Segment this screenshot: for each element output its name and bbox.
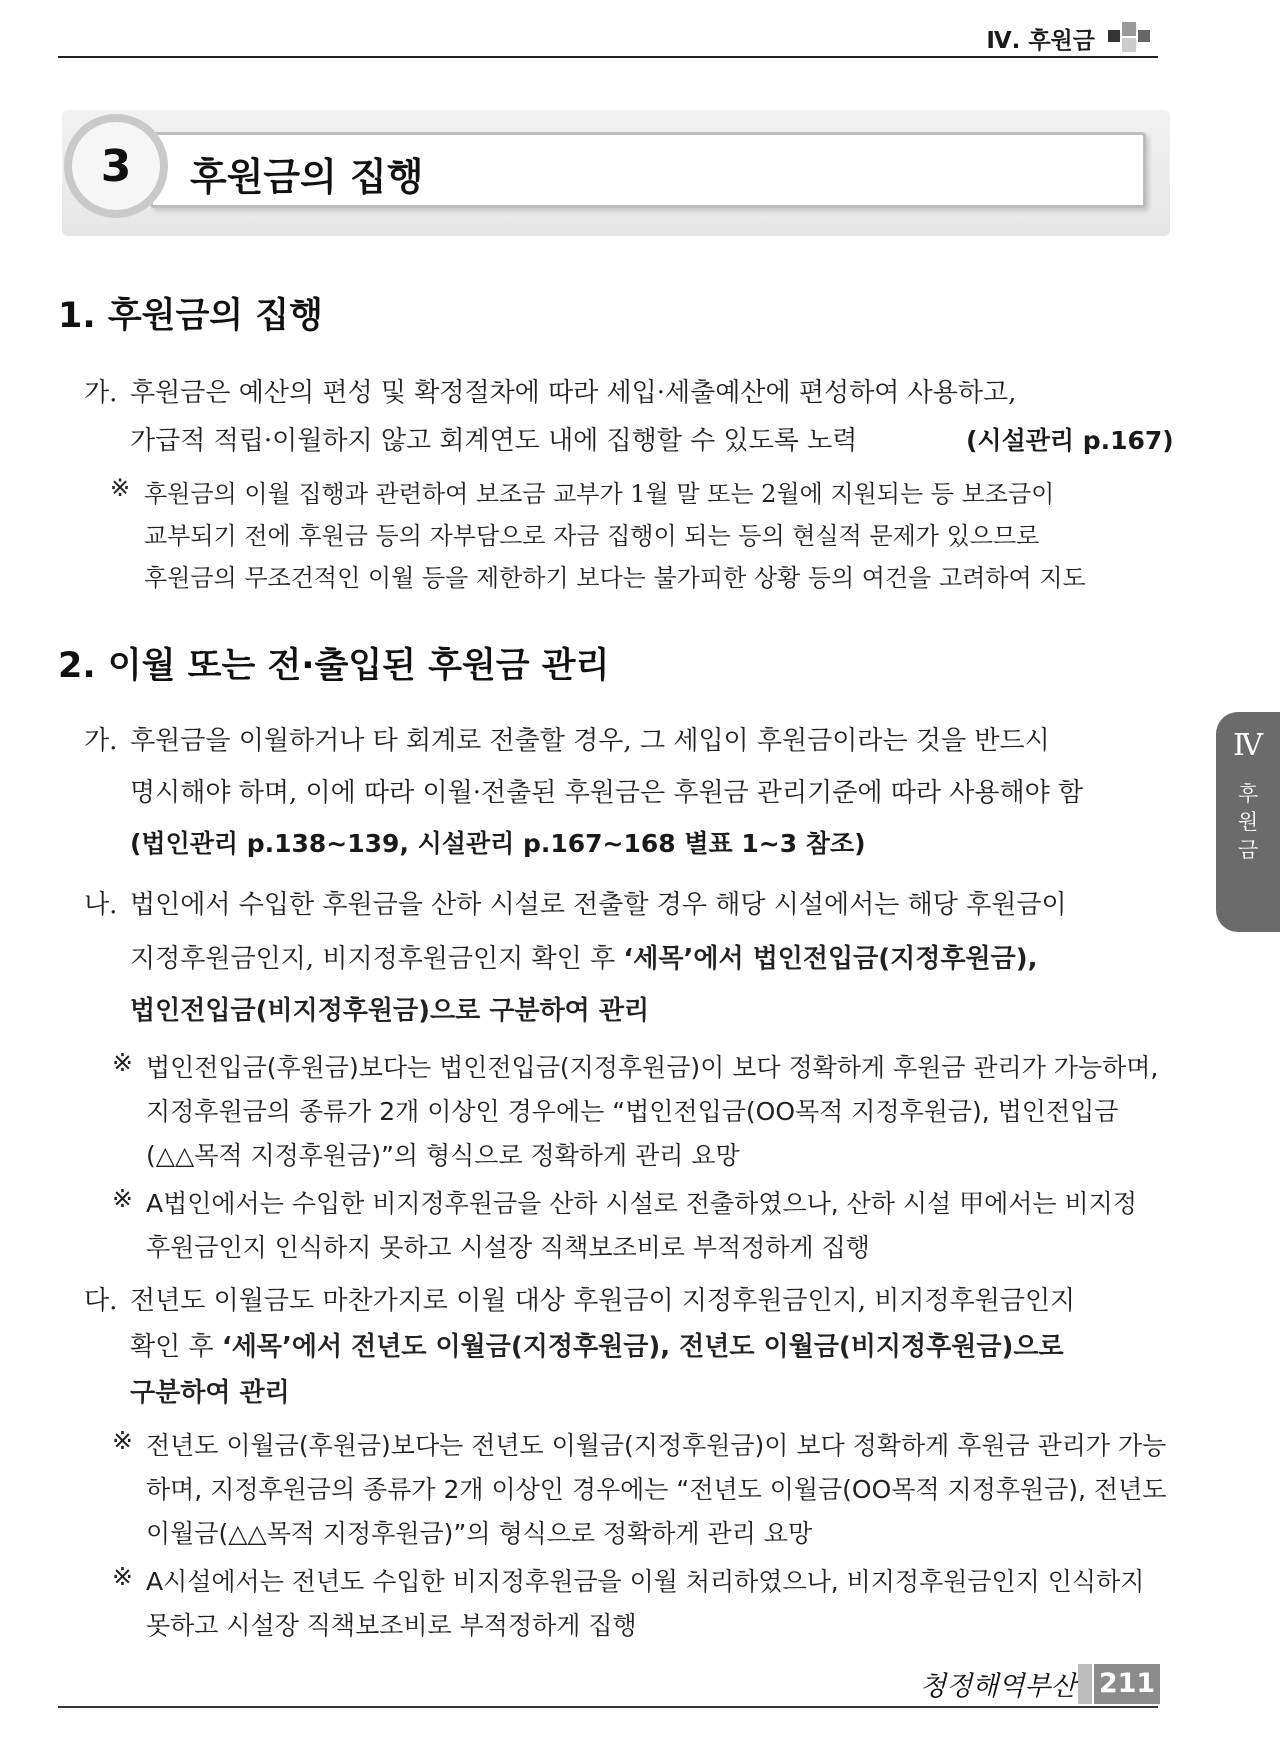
plain-text: 확인 후 bbox=[130, 1332, 222, 1362]
note-marker: ※ bbox=[112, 1562, 133, 1591]
emphasis-line: 구분하여 관리 bbox=[130, 1378, 290, 1408]
side-tab-char: 금 bbox=[1237, 838, 1259, 862]
note-line: 후원금의 무조건적인 이월 등을 제한하기 보다는 불가피한 상황 등의 여건을 고려하여 지도 bbox=[144, 564, 1086, 592]
note-line: 못하고 시설장 직책보조비로 부적정하게 집행 bbox=[146, 1611, 637, 1640]
paragraph-line bbox=[130, 938, 1038, 975]
note-line: 법인전입금(후원금)보다는 법인전입금(지정후원금)이 보다 정확하게 후원금 관리가 가능하며, bbox=[146, 1053, 1159, 1082]
page-number: 211 bbox=[1098, 1668, 1156, 1699]
note-marker: ※ bbox=[110, 474, 131, 502]
emphasis-line: 법인전입금(비지정후원금)으로 구분하여 관리 bbox=[130, 996, 650, 1026]
section-title: 후원금의 집행 bbox=[190, 155, 424, 199]
header-rule bbox=[58, 56, 1158, 58]
note-line: 후원금인지 인식하지 못하고 시설장 직책보조비로 부적정하게 집행 bbox=[146, 1233, 870, 1262]
emphasis-text: ‘세목’에서 전년도 이월금(지정후원금), 전년도 이월금(비지정후원금)으로 bbox=[221, 1332, 1064, 1362]
note-line: A시설에서는 전년도 수입한 비지정후원금을 이월 처리하였으나, 비지정후원금인지 인식하지 bbox=[146, 1567, 1145, 1596]
side-tab-numeral: Ⅳ bbox=[1233, 728, 1263, 763]
note-marker: ※ bbox=[112, 1426, 133, 1455]
note-marker: ※ bbox=[112, 1048, 133, 1077]
chapter-label: Ⅳ. 후원금 bbox=[986, 28, 1095, 54]
paragraph-line bbox=[130, 1326, 1064, 1363]
note-line: 하며, 지정후원금의 종류가 2개 이상인 경우에는 “전년도 이월금(OO목적 지정후원금), 전년도 bbox=[146, 1475, 1167, 1504]
note-line: 교부되기 전에 후원금 등의 자부담으로 자금 집행이 되는 등의 현실적 문제가 있으므로 bbox=[144, 522, 1040, 550]
item-marker: 나. bbox=[84, 890, 118, 920]
plain-text: 지정후원금인지, 비지정후원금인지 확인 후 bbox=[130, 944, 624, 974]
item-marker: 다. bbox=[84, 1286, 118, 1316]
note-line: 지정후원금의 종류가 2개 이상인 경우에는 “법인전입금(OO목적 지정후원금), 법인전입금 bbox=[146, 1097, 1119, 1126]
section-number: 3 bbox=[64, 114, 168, 218]
note-line: A법인에서는 수입한 비지정후원금을 산하 시설로 전출하였으나, 산하 시설 甲에서는 비지정 bbox=[146, 1189, 1137, 1218]
paragraph-line: 전년도 이월금도 마찬가지로 이월 대상 후원금이 지정후원금인지, 비지정후원금인지 bbox=[130, 1286, 1076, 1316]
heading-section-1: 1. 후원금의 집행 bbox=[58, 296, 323, 336]
emphasis-text: ‘세목’에서 법인전입금(지정후원금), bbox=[623, 944, 1038, 974]
footer-rule bbox=[58, 1706, 1158, 1708]
paragraph-line: 가급적 적립·이월하지 않고 회계연도 내에 집행할 수 있도록 노력 bbox=[130, 426, 858, 456]
note-marker: ※ bbox=[112, 1184, 133, 1213]
page-number-accent bbox=[1078, 1664, 1092, 1704]
paragraph-line: 후원금은 예산의 편성 및 확정절차에 따라 세입·세출예산에 편성하여 사용하고, bbox=[130, 378, 1017, 408]
footer-logo: 청정해역부산 bbox=[920, 1671, 1077, 1702]
side-tab-char: 후 bbox=[1237, 782, 1259, 806]
item-marker: 가. bbox=[84, 726, 118, 756]
reference-note: (법인관리 p.138~139, 시설관리 p.167~168 별표 1~3 참조) bbox=[130, 829, 866, 858]
reference-note: (시설관리 p.167) bbox=[966, 426, 1174, 455]
item-marker: 가. bbox=[84, 378, 118, 408]
paragraph-line: 명시해야 하며, 이에 따라 이월·전출된 후원금은 후원금 관리기준에 따라 사용해야 함 bbox=[130, 778, 1084, 808]
chapter-side-tab bbox=[1216, 712, 1280, 932]
side-tab-label bbox=[1216, 780, 1280, 864]
heading-section-2: 2. 이월 또는 전·출입된 후원금 관리 bbox=[58, 646, 610, 686]
paragraph-line: 후원금을 이월하거나 타 회계로 전출할 경우, 그 세입이 후원금이라는 것을 반드시 bbox=[130, 726, 1050, 756]
note-line: 전년도 이월금(후원금)보다는 전년도 이월금(지정후원금)이 보다 정확하게 후원금 관리가 가능 bbox=[146, 1431, 1167, 1460]
paragraph-line: 법인에서 수입한 후원금을 산하 시설로 전출할 경우 해당 시설에서는 해당 후원금이 bbox=[130, 890, 1067, 920]
header-decoration bbox=[1108, 22, 1154, 52]
note-line: 후원금의 이월 집행과 관련하여 보조금 교부가 1월 말 또는 2월에 지원되는 등 보조금이 bbox=[144, 480, 1055, 508]
side-tab-char: 원 bbox=[1237, 810, 1259, 834]
note-line: (△△목적 지정후원금)”의 형식으로 정확하게 관리 요망 bbox=[146, 1141, 740, 1170]
note-line: 이월금(△△목적 지정후원금)”의 형식으로 정확하게 관리 요망 bbox=[146, 1519, 813, 1548]
